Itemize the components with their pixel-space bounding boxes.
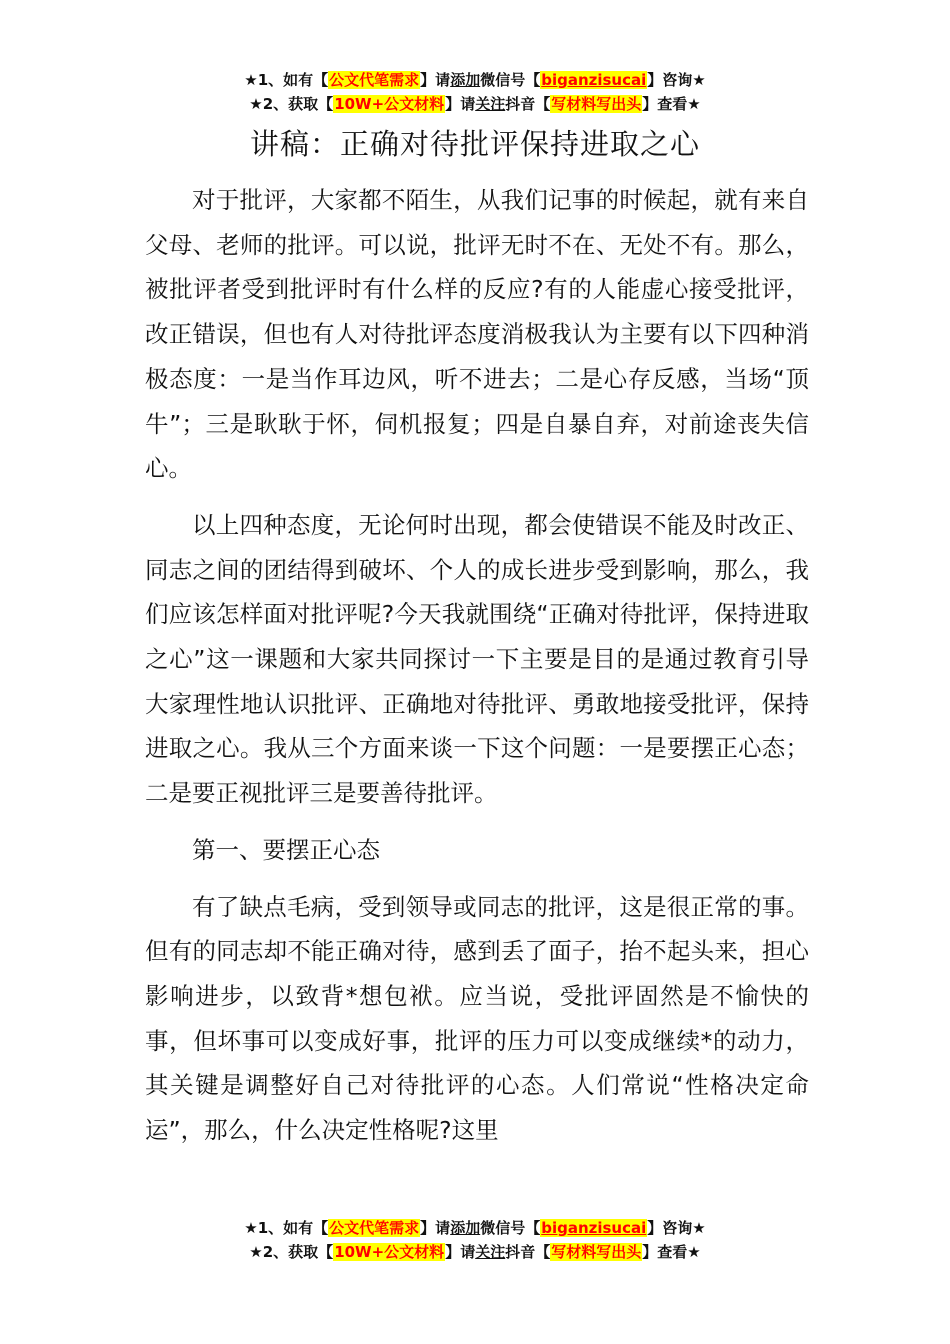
wechat-id: biganzisucai <box>541 71 647 89</box>
highlight-ghostwriting: 公文代笔需求 <box>329 71 420 89</box>
banner-line-2: ★2、获取【10W+公文材料】请关注抖音【写材料写出头】查看★ <box>249 95 701 113</box>
banner-line-1: ★1、如有【公文代笔需求】请添加微信号【biganzisucai】咨询★ <box>244 71 706 89</box>
document-title: 讲稿：正确对待批评保持进取之心 <box>249 127 700 161</box>
paragraph: 对于批评，大家都不陌生，从我们记事的时候起，就有来自父母、老师的批评。可以说，批评无时不在、无处不有。那么，被批评者受到批评时有什么样的反应?有的人能虚心接受批评，改正错误，但也有人对待批评态度消极我认为主要有以下四种消极态度：一是当作耳边风，听不进去；二是心存反感，当场“顶牛”；三是耿耿于怀，伺机报复；四是自暴自弃，对前途丧失信心。 <box>145 186 809 483</box>
paragraph: 以上四种态度，无论何时出现，都会使错误不能及时改正、同志之间的团结得到破坏、个人的成长进步受到影响，那么，我们应该怎样面对批评呢?今天我就围绕“正确对待批评，保持进取之心”这一课题和大家共同探讨一下主要是目的是通过教育引导大家理性地认识批评、正确地对待批评、勇敢地接受批评，保持进取之心。我从三个方面来谈一下这个问题：一是要摆正心态；二是要正视批评三是要善待批评。 <box>145 510 809 808</box>
document-body <box>145 178 809 1165</box>
wechat-id: biganzisucai <box>541 1219 647 1237</box>
douyin-account: 写材料写出头 <box>551 1243 642 1261</box>
section-heading: 第一、要摆正心态 <box>192 835 380 864</box>
bottom-banner <box>0 1216 950 1264</box>
paragraph: 有了缺点毛病，受到领导或同志的批评，这是很正常的事。但有的同志却不能正确对待，感到丢了面子，抬不起头来，担心影响进步，以致背*想包袱。应当说，受批评固然是不愉快的事，但坏事可以变成好事，批评的压力可以变成继续*的动力，其关键是调整好自己对待批评的心态。人们常说“性格决定命运”，那么，什么决定性格呢?这里 <box>145 892 809 1145</box>
highlight-materials: 10W+公文材料 <box>334 95 445 113</box>
banner-line-2: ★2、获取【10W+公文材料】请关注抖音【写材料写出头】查看★ <box>249 1243 701 1261</box>
douyin-account: 写材料写出头 <box>551 95 642 113</box>
highlight-materials: 10W+公文材料 <box>334 1243 445 1261</box>
banner-line-1: ★1、如有【公文代笔需求】请添加微信号【biganzisucai】咨询★ <box>244 1219 706 1237</box>
top-banner <box>0 68 950 116</box>
highlight-ghostwriting: 公文代笔需求 <box>329 1219 420 1237</box>
